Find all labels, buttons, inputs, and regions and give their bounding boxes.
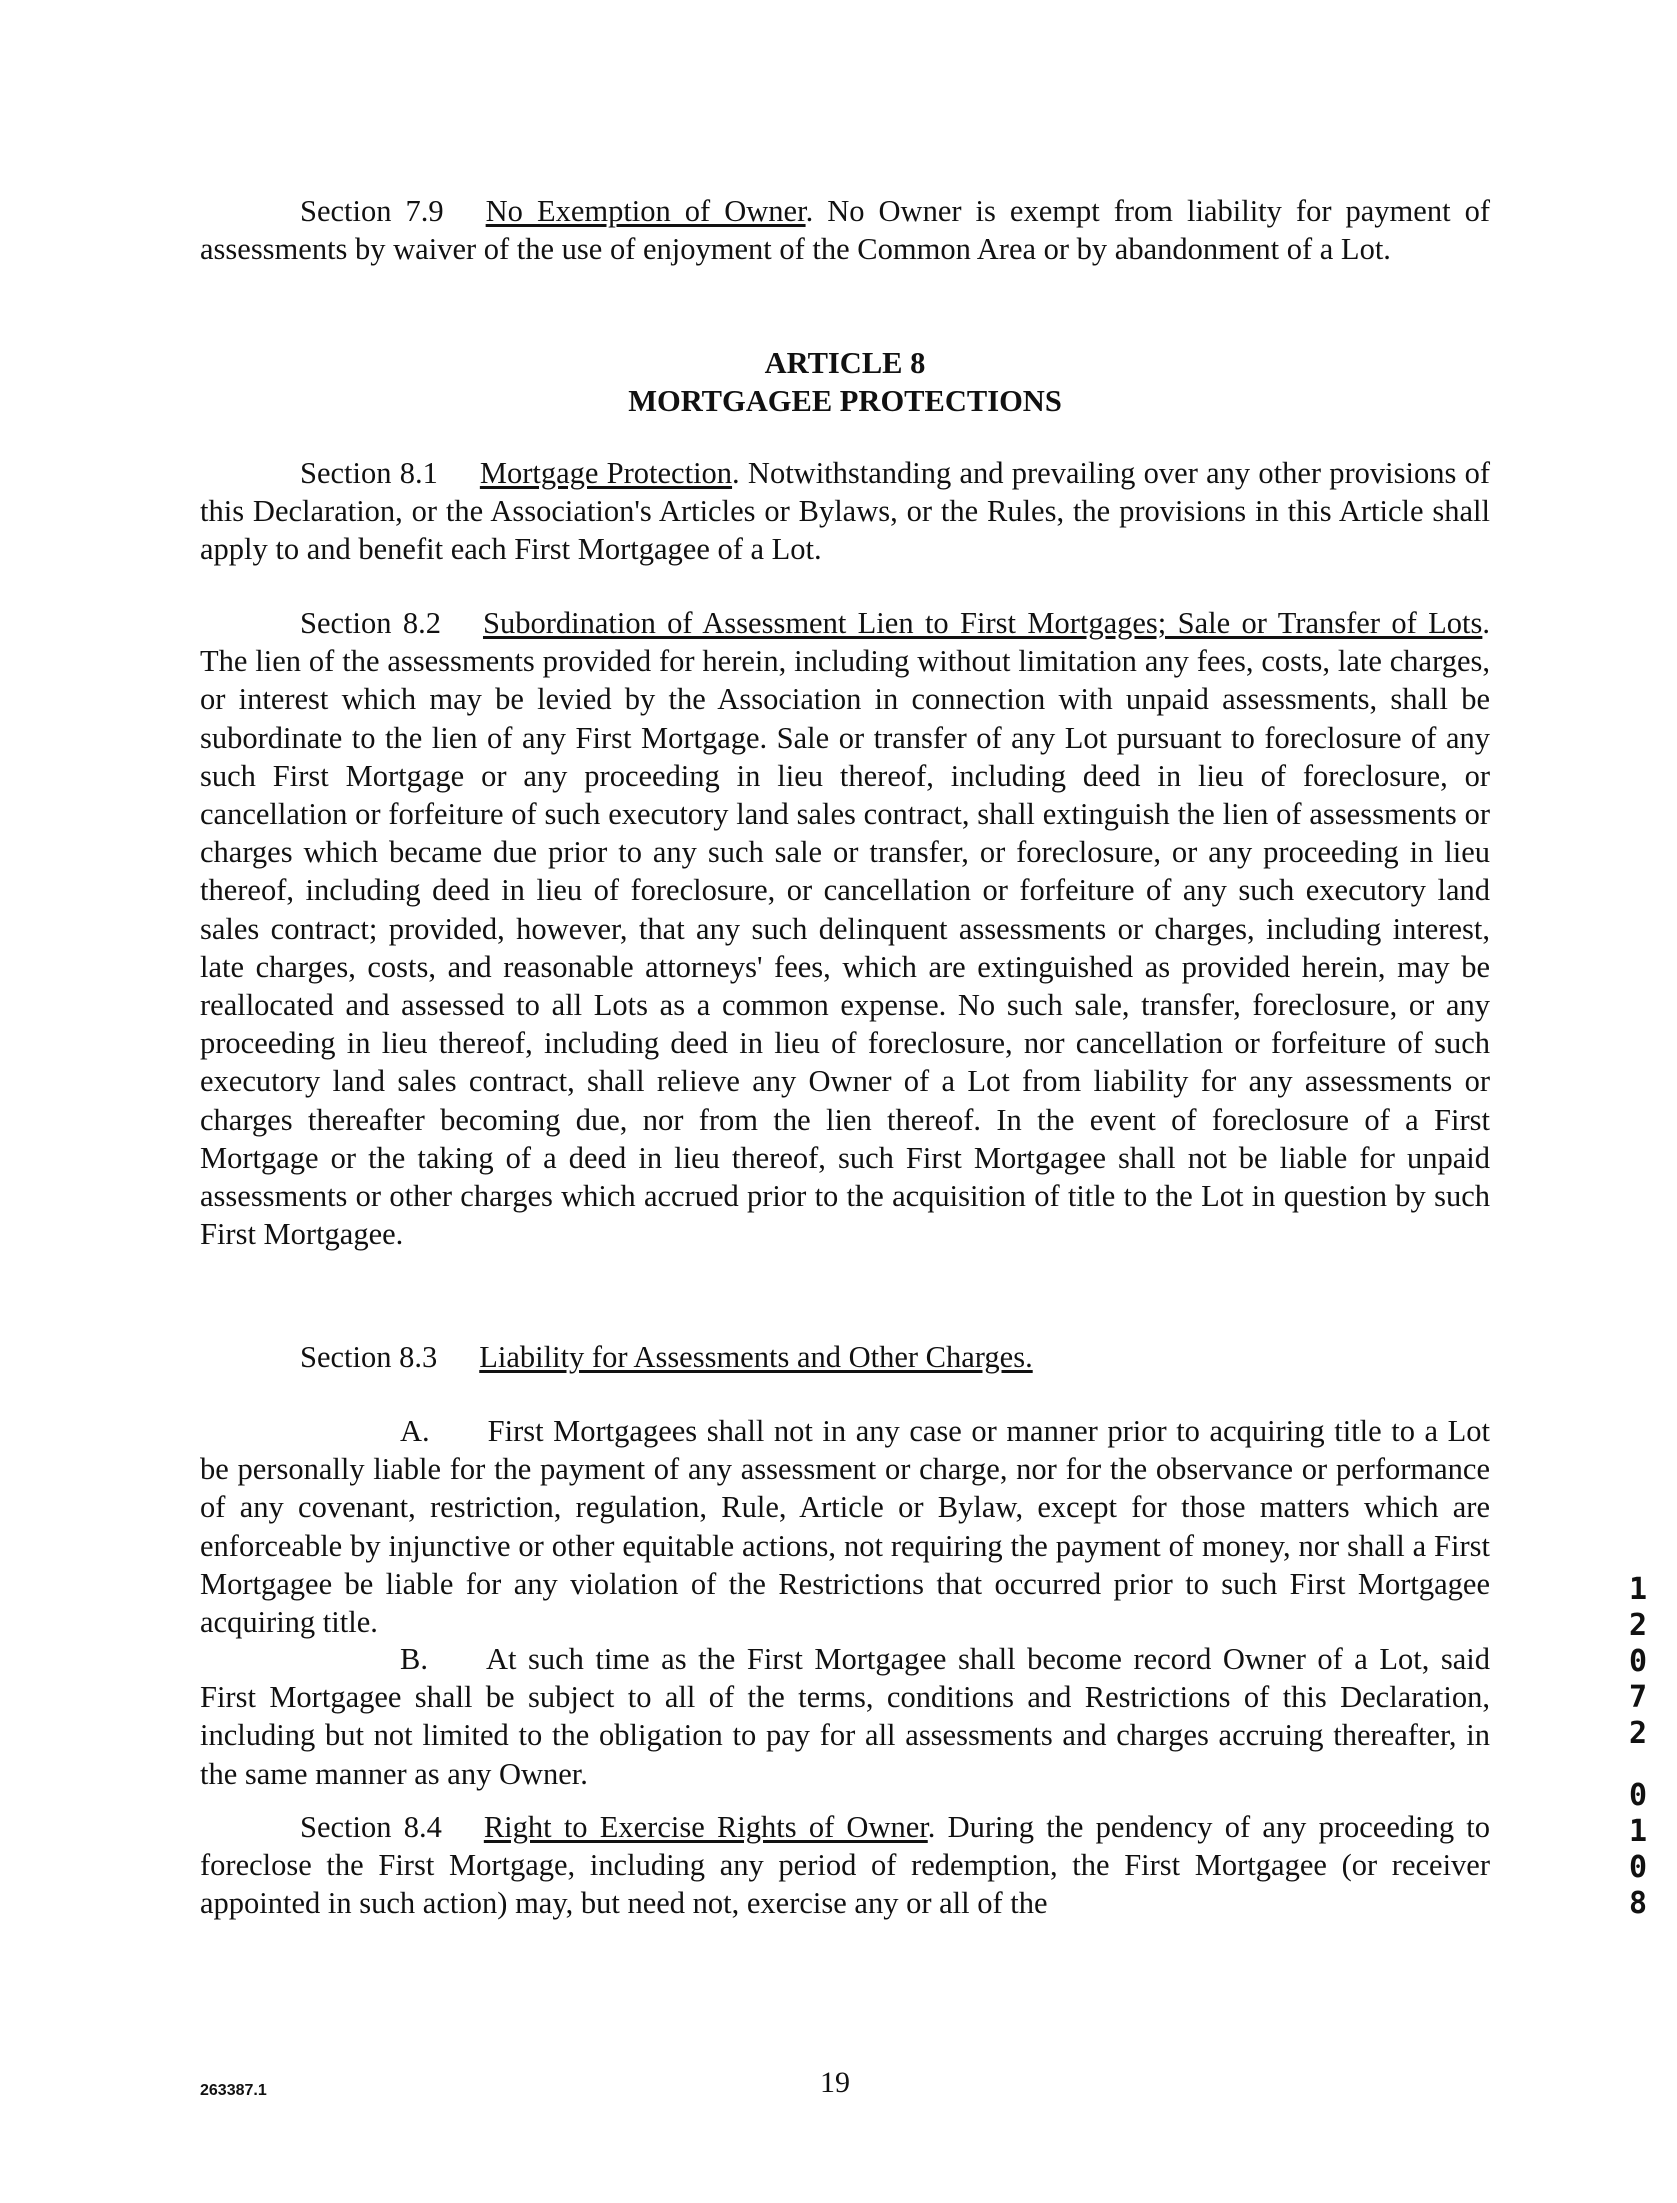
section-8-4: Section 8.4 Right to Exercise Rights of Owner. During the pendency of any proceeding to foreclose the First Mortgage, including any period of redemption, the First Mortgagee (or receiver appointed in such action) may, but need not, exercise any or all of the (200, 1810, 1491, 1921)
recording-number-stamp (1620, 1572, 1656, 1922)
section-8-3-b (200, 1640, 1490, 1793)
section-8-3-title: Liability for Assessments and Other Charges. (479, 1340, 1033, 1374)
section-8-3-a-body: First Mortgagees shall not in any case or manner prior to acquiring title to a Lot be personally liable for the payment of any assessment or charge, nor for the observance or performance of any covenant, restriction, regulation, Rule, Article or Bylaw, except for those matters which are enforceable by injunctive or other equitable actions, not requiring the payment of money, nor shall a First Mortgagee be liable for any violation of the Restrictions that occurred prior to such First Mortgagee acquiring title. (200, 1414, 1490, 1640)
section-8-1: Section 8.1 Mortgage Protection. Notwithstanding and prevailing over any other provisions of this Declaration, or the Association's Articles or Bylaws, or the Rules, the provisions in this Article shall apply to and benefit each First Mortgagee of a Lot. (200, 456, 1491, 567)
section-7-9-number: Section 7.9 (300, 194, 444, 228)
stamp-digit: 0 (1628, 1644, 1648, 1679)
section-8-1-number: Section 8.1 (300, 456, 438, 490)
stamp-digit: 2 (1628, 1608, 1648, 1643)
section-8-4-body: During the pendency of any proceeding to foreclose the First Mortgage, including any period of redemption, the First Mortgagee (or receiver appointed in such action) may, but need not, exercise any or all of the (200, 1810, 1491, 1921)
stamp-digit: 1 (1628, 1814, 1648, 1849)
section-8-3-b-body: At such time as the First Mortgagee shall become record Owner of a Lot, said First Mortgagee shall be subject to all of the terms, conditions and Restrictions of this Declaration, including but not limited to the obligation to pay for all assessments and charges accruing thereafter, in the same manner as any Owner. (200, 1642, 1490, 1791)
page-number: 19 (820, 2066, 850, 2099)
article-number: ARTICLE 8 (764, 346, 926, 380)
section-8-3-b-label: B. (400, 1642, 428, 1676)
section-8-2-number: Section 8.2 (300, 606, 441, 640)
stamp-digit: 1 (1628, 1572, 1648, 1607)
section-8-1-body: Notwithstanding and prevailing over any other provisions of this Declaration, or the Association's Articles or Bylaws, or the Rules, the provisions in this Article shall apply to and benefit each First Mortgagee of a Lot. (200, 456, 1491, 567)
section-8-2: Section 8.2 Subordination of Assessment Lien to First Mortgages; Sale or Transfer of Lots. The lien of the assessments provided for herein, including without limitation any fees, costs, late charges, or interest which may be levied by the Association in connection with unpaid assessments, shall be subordinate to the lien of any First Mortgage. Sale or transfer of any Lot pursuant to foreclosure of any such First Mortgage or any proceeding in lieu thereof, including deed in lieu of foreclosure, or cancellation or forfeiture of such executory land sales contract, shall extinguish the lien of assessments or charges which became due prior to any such sale or transfer, or foreclosure, or any proceeding in lieu thereof, including deed in lieu of foreclosure, or cancellation or forfeiture of any such executory land sales contract; provided, however, that any such delinquent assessments or charges, including interest, late charges, costs, and reasonable attorneys' fees, which are extinguished as provided herein, may be reallocated and assessed to all Lots as a common expense. No such sale, transfer, foreclosure, or any proceeding in lieu thereof, including deed in lieu of foreclosure, nor cancellation or forfeiture of such executory land sales contract, shall relieve any Owner of a Lot from liability for any assessments or charges thereafter becoming due, nor from the lien thereof. In the event of foreclosure of a First Mortgage or the taking of a deed in lieu thereof, such First Mortgagee shall not be liable for unpaid assessments or other charges which accrued prior to the acquisition of title to the Lot in question by such First Mortgagee. (200, 606, 1490, 1252)
section-8-4-number: Section 8.4 (300, 1810, 442, 1844)
section-8-2-title: Subordination of Assessment Lien to First Mortgages; Sale or Transfer of Lots (482, 606, 1483, 640)
section-8-2-body: The lien of the assessments provided for herein, including without limitation any fees, costs, late charges, or interest which may be levied by the Association in connection with unpaid assessments, shall be subordinate to the lien of any First Mortgage. Sale or transfer of any Lot pursuant to foreclosure of any such First Mortgage or any proceeding in lieu thereof, including deed in lieu of foreclosure, or cancellation or forfeiture of such executory land sales contract, shall extinguish the lien of assessments or charges which became due prior to any such sale or transfer, or foreclosure, or any proceeding in lieu thereof, including deed in lieu of foreclosure, or cancellation or forfeiture of any such executory land sales contract; provided, however, that any such delinquent assessments or charges, including interest, late charges, costs, and reasonable attorneys' fees, which are extinguished as provided herein, may be reallocated and assessed to all Lots as a common expense. No such sale, transfer, foreclosure, or any proceeding in lieu thereof, including deed in lieu of foreclosure, nor cancellation or forfeiture of such executory land sales contract, shall relieve any Owner of a Lot from liability for any assessments or charges thereafter becoming due, nor from the lien thereof. In the event of foreclosure of a First Mortgage or the taking of a deed in lieu thereof, such First Mortgagee shall not be liable for unpaid assessments or other charges which accrued prior to the acquisition of title to the Lot in question by such First Mortgagee. (200, 644, 1490, 1252)
section-7-9: Section 7.9 No Exemption of Owner. No Owner is exempt from liability for payment of assessments by waiver of the use of enjoyment of the Common Area or by abandonment of a Lot. (200, 194, 1490, 267)
stamp-digit: 7 (1628, 1680, 1648, 1715)
stamp-digit: 0 (1628, 1778, 1648, 1813)
stamp-digit: 0 (1628, 1850, 1648, 1885)
section-7-9-title: No Exemption of Owner (485, 194, 806, 228)
section-8-3-number: Section 8.3 (300, 1340, 438, 1374)
section-7-9-body: No Owner is exempt from liability for payment of assessments by waiver of the use of enjoyment of the Common Area or by abandonment of a Lot. (200, 194, 1490, 267)
document-id: 263387.1 (200, 2082, 267, 2099)
section-8-3-a-label: A. (400, 1414, 430, 1448)
article-title: MORTGAGEE PROTECTIONS (628, 384, 1062, 418)
stamp-digit: 2 (1628, 1716, 1648, 1751)
section-8-3-a (200, 1412, 1490, 1641)
stamp-digit: 8 (1628, 1886, 1648, 1921)
section-8-1-title: Mortgage Protection (479, 456, 733, 490)
section-8-4-title: Right to Exercise Rights of Owner (483, 1810, 928, 1844)
section-8-3-heading (200, 1338, 1490, 1376)
